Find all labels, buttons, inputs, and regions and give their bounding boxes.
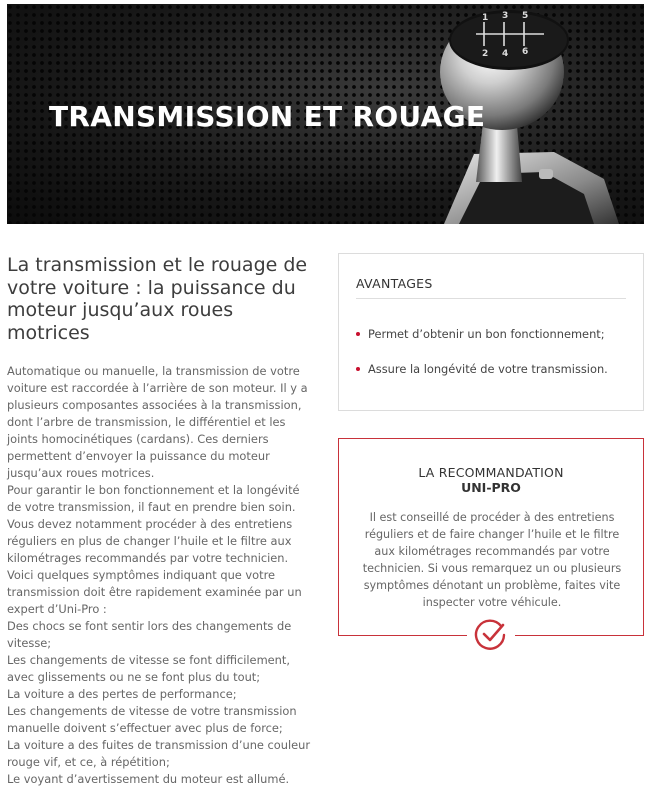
svg-text:6: 6: [522, 47, 529, 57]
symptom-item: Les changements de vitesse se font difficilement, avec glissements ou ne se font plus du tout;: [7, 653, 290, 684]
advantages-title: AVANTAGES: [356, 276, 433, 291]
svg-text:4: 4: [502, 49, 509, 59]
article-paragraph: Voici quelques symptômes indiquant que votre transmission doit être rapidement examinée par un expert d’Uni-Pro :: [7, 568, 302, 616]
article-paragraph: Pour garantir le bon fonctionnement et la longévité de votre transmission, il faut en prendre bien soin. Vous devez notamment procéder à des entretiens réguliers en plus de changer l’huile et le filtre aux kilométrages recommandés par votre technicien.: [7, 483, 300, 565]
article-paragraph: Automatique ou manuelle, la transmission de votre voiture est raccordée à l’arrière de son moteur. Il y a plusieurs composantes associées à la transmission, dont l’arbre de transmission, le différentiel et les joints homocinétiques (cardans). Ces derniers permettent d’envoyer la puissance du moteur jusqu’aux roues motrices.: [7, 364, 308, 480]
recommendation-brand: UNI-PRO: [461, 480, 521, 495]
checkmark-circle-icon: [467, 617, 515, 653]
advantage-text: Assure la longévité de votre transmission.: [368, 362, 608, 376]
recommendation-panel: [338, 438, 644, 636]
svg-text:5: 5: [522, 11, 529, 21]
recommendation-text: Il est conseillé de procéder à des entretiens réguliers et de faire changer l’huile et le filtre aux kilométrages recommandés par votre technicien. Si vous remarquez un ou plusieurs symptômes dénotant un problème, faites vite inspecter votre véhicule.: [362, 511, 622, 609]
advantages-list: [356, 326, 636, 396]
svg-text:3: 3: [502, 11, 509, 21]
article-heading: La transmission et le rouage de votre voiture : la puissance du moteur jusqu’aux roues motrices: [7, 254, 308, 344]
hero-banner: [7, 4, 644, 224]
symptom-item: Les changements de vitesse de votre transmission manuelle doivent s’effectuer avec plus de force;: [7, 704, 297, 735]
advantages-panel: [338, 253, 644, 411]
page-title: TRANSMISSION ET ROUAGE: [49, 100, 486, 133]
list-item: [356, 361, 636, 377]
symptom-item: Des chocs se font sentir lors des changements de vitesse;: [7, 619, 292, 650]
divider: [356, 298, 626, 299]
symptom-item: Le voyant d’avertissement du moteur est allumé.: [7, 772, 290, 786]
bullet-dot-icon: [356, 332, 360, 336]
list-item: [356, 326, 636, 342]
symptom-item: La voiture a des pertes de performance;: [7, 687, 237, 701]
article-body: [7, 363, 317, 788]
svg-text:2: 2: [482, 49, 489, 59]
advantage-text: Permet d’obtenir un bon fonctionnement;: [368, 327, 605, 341]
bullet-dot-icon: [356, 367, 360, 371]
recommendation-title: LA RECOMMANDATION: [418, 465, 564, 480]
svg-text:1: 1: [482, 13, 489, 23]
symptom-item: La voiture a des fuites de transmission d’une couleur rouge vif, et ce, à répétition;: [7, 738, 311, 769]
